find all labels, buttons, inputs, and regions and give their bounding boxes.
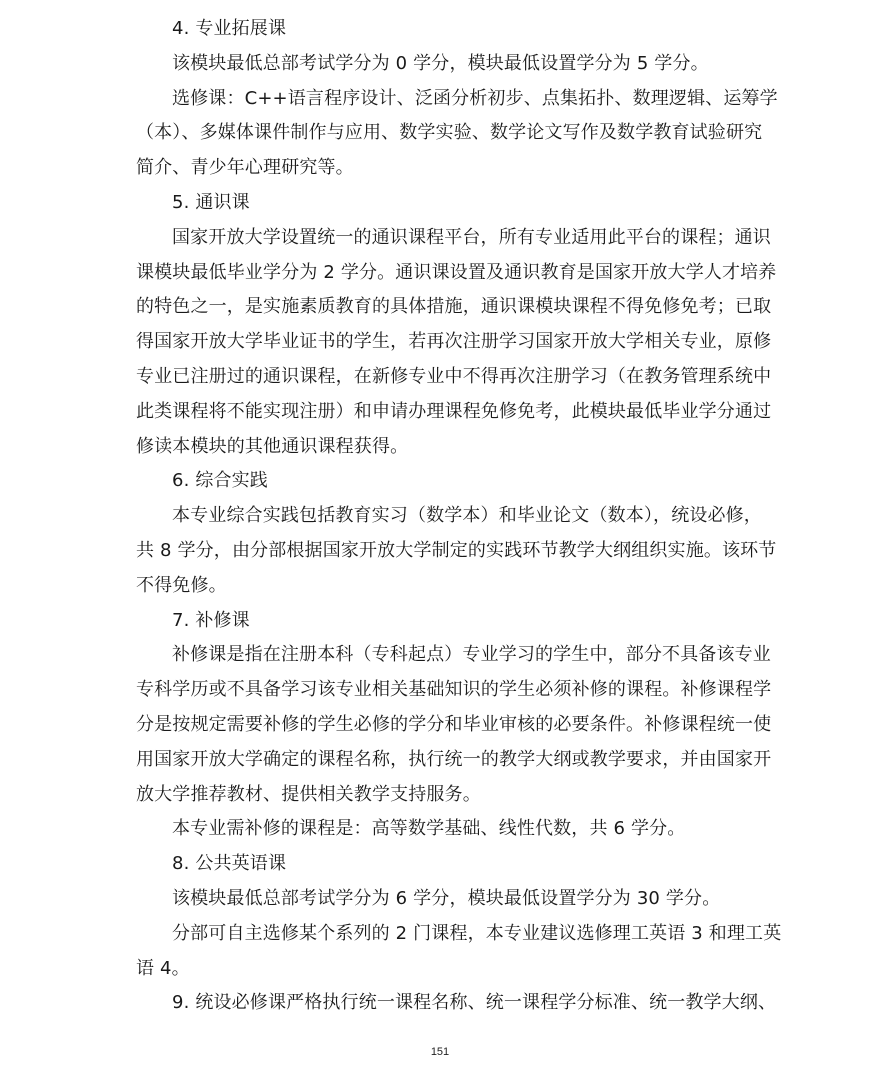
paragraph-line: 放大学推荐教材、提供相关教学支持服务。 — [136, 783, 481, 805]
heading-general-education: 5. 通识课 — [172, 191, 250, 213]
paragraph-line: 用国家开放大学确定的课程名称，执行统一的教学大纲或教学要求，并由国家开 — [136, 748, 772, 770]
paragraph-line: 修读本模块的其他通识课程获得。 — [136, 435, 409, 457]
paragraph-line: 该模块最低总部考试学分为 6 学分，模块最低设置学分为 30 学分。 — [172, 887, 721, 909]
paragraph-line: 国家开放大学设置统一的通识课程平台，所有专业适用此平台的课程；通识 — [172, 226, 771, 248]
paragraph-line: 共 8 学分，由分部根据国家开放大学制定的实践环节教学大纲组织实施。该环节 — [136, 539, 777, 561]
heading-remedial-courses: 7. 补修课 — [172, 609, 250, 631]
paragraph-line: 得国家开放大学毕业证书的学生，若再次注册学习国家开放大学相关专业，原修 — [136, 331, 772, 353]
page-number: 151 — [430, 1046, 450, 1058]
paragraph-line: 此类课程将不能实现注册）和申请办理课程免修免考，此模块最低毕业学分通过 — [136, 400, 772, 422]
paragraph-line: 语 4。 — [136, 957, 190, 979]
paragraph-line: 补修课是指在注册本科（专科起点）专业学习的学生中，部分不具备该专业 — [172, 644, 771, 666]
paragraph-line: 该模块最低总部考试学分为 0 学分，模块最低设置学分为 5 学分。 — [172, 52, 709, 74]
paragraph-line: 的特色之一，是实施素质教育的具体措施，通识课模块课程不得免修免考；已取 — [136, 296, 772, 318]
heading-comprehensive-practice: 6. 综合实践 — [172, 470, 268, 492]
paragraph-line: 课模块最低毕业学分为 2 学分。通识课设置及通识教育是国家开放大学人才培养 — [136, 261, 777, 283]
paragraph-line: 分是按规定需要补修的学生必修的学分和毕业审核的必要条件。补修课程统一使 — [136, 713, 772, 735]
paragraph-line: 简介、青少年心理研究等。 — [136, 157, 354, 179]
heading-public-english: 8. 公共英语课 — [172, 853, 287, 875]
paragraph-line: 本专业需补修的课程是：高等数学基础、线性代数，共 6 学分。 — [172, 818, 686, 840]
paragraph-line-item-9: 9. 统设必修课严格执行统一课程名称、统一课程学分标准、统一教学大纲、 — [172, 992, 777, 1014]
paragraph-line: 不得免修。 — [136, 574, 227, 596]
paragraph-line: （本）、多媒体课件制作与应用、数学实验、数学论文写作及数学教育试验研究 — [136, 122, 763, 144]
paragraph-line: 专科学历或不具备学习该专业相关基础知识的学生必须补修的课程。补修课程学 — [136, 679, 772, 701]
paragraph-line: 分部可自主选修某个系列的 2 门课程，本专业建议选修理工英语 3 和理工英 — [172, 922, 782, 944]
paragraph-line: 选修课：C++语言程序设计、泛函分析初步、点集拓扑、数理逻辑、运筹学 — [172, 87, 778, 109]
heading-specialty-extension: 4. 专业拓展课 — [172, 18, 287, 39]
paragraph-line: 本专业综合实践包括教育实习（数学本）和毕业论文（数本），统设必修， — [172, 505, 762, 527]
paragraph-line: 专业已注册过的通识课程，在新修专业中不得再次注册学习（在教务管理系统中 — [136, 365, 772, 387]
